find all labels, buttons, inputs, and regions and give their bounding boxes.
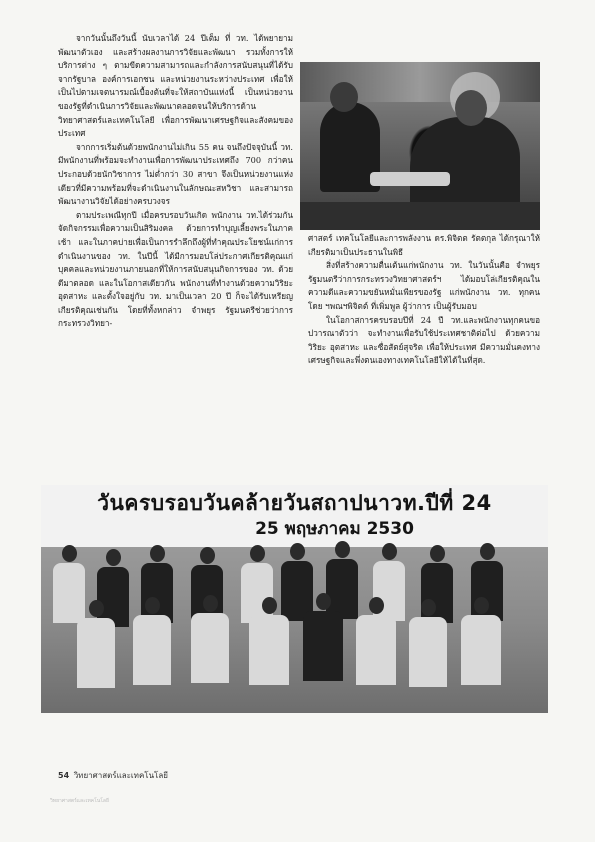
paragraph: จากวันนั้นถึงวันนี้ นับเวลาได้ 24 ปีเต็ม ที่ วท. ได้พยายามพัฒนาตัวเอง และสร้างผลงานการวิจัยและพัฒนา รวมทั้งการให้บริการต่าง ๆ ตามขีดความสามารถและกำลังการสนับสนุนที่ได้รับจากรัฐบาล องค์การเอกชน และหน่วยงานระหว่างประเทศ เพื่อให้เป็นไปตามเจตนารมณ์เบื้องต้นที่จะให้สถาบันแห่งนี้ เป็นหน่วยงานของรัฐที่ดำเนินการวิจัยและพัฒนาตลอดจนให้บริการด้านวิทยาศาสตร์และเทคโนโลยี เพื่อการพัฒนาเศรษฐกิจและสังคมของประเทศ [58,33,293,139]
paragraph: จากการเริ่มต้นด้วยพนักงานไม่เกิน 55 คน จนถึงปัจจุบันนี้ วท. มีพนักงานที่พร้อมจะทำงานเพื่อการพัฒนาประเทศถึง 700 กว่าคน ประกอบด้วยนักวิชาการ ไม่ต่ำกว่า 30 สาขา จึงเป็นหน่วยงานแห่งเดียวที่มีความพร้อมที่จะดำเนินงานในลักษณะสหวิชา และสามารถพัฒนางานวิจัยได้อย่างครบวงจร [58,141,293,207]
page-footer [50,769,168,804]
photo-caption: ศาสตร์ เทคโนโลยีและการพลังงาน ดร.พิจิตต รัตตกุล ได้กรุณาให้เกียรติมาเป็นประธานในพิธี [308,233,540,257]
paragraph: ตามประเพณีทุกปี เมื่อครบรอบวันเกิด พนักงาน วท.ได้ร่วมกันจัดกิจกรรมเพื่อความเป็นสิริมงคล ด้วยการทำบุญเลี้ยงพระในภาคเช้า และในภาคบ่ายเพื่อเป็นการรำลึกถึงผู้ที่ทำคุณประโยชน์แก่การดำเนินงานของ วท. ในปีนี้ ได้มีการมอบโล่ประกาศเกียรติคุณแก่บุคคลและหน่วยงานภายนอกที่ให้การสนับสนุนกิจการของ วท. ด้วยดีมาตลอด และในโอกาสเดียวกัน พนักงานที่ทำงานด้วยความวิริยะอุตสาหะ และตั้งใจอยู่กับ วท. มาเป็นเวลา 20 ปี ก็จะได้รับเหรียญเกียรติคุณเช่นกัน โดยที่ทั้งหกล่าว จำพยุร รัฐมนตรีช่วยว่าการกระทรวงวิทยา- [58,209,293,329]
person [133,597,171,685]
ceremony-photo [300,62,540,230]
paragraph: ในโอกาสการครบรอบปีที่ 24 ปี วท.และพนักงานทุกคนขอปวารณาตัวว่า จะทำงานเพื่อรับใช้ประเทศชาติต่อไป ด้วยความวิริยะ อุตสาหะ และซื่อสัตย์สุจริต เพื่อให้ประเทศ มีความมั่นคงทางเศรษฐกิจและพึ่งตนเองทางเทคโนโลยีให้ได้ในที่สุด. [308,314,540,366]
person [409,599,447,687]
person [249,597,289,685]
person [303,593,343,681]
person [77,600,115,688]
banner-title: วันครบรอบวันคล้ายวันสถาปนาวท.ปีที่ 24 [97,491,492,515]
group-photo [41,485,548,713]
person [191,595,229,683]
person [356,597,396,685]
anniversary-banner [41,485,548,547]
right-column [308,232,540,368]
faint-footer-text: วิทยาศาสตร์และเทคโนโลยี [50,798,109,804]
publication-name: วิทยาศาสตร์และเทคโนโลยี [73,771,168,780]
banner-date: 25 พฤษภาคม 2530 [255,519,414,539]
page-number: 54 [58,771,70,780]
paragraph: สิ่งที่สร้างความตื่นเต้นแก่พนักงาน วท. ในวันนั้นคือ จำพยุร รัฐมนตรีว่าการกระทรวงวิทยาศาสตร์ฯ ได้มอบโล่เกียรติคุณในความดีและความขยันหมั่นเพียรของรัฐ แก่พนักงาน วท. ทุกคน โดย ฯพณฯพิจิตต์ ที่เพิ่มพูล ผู้ว่าการ เป็นผู้รับมอบ [308,260,540,311]
person [461,597,501,685]
left-column [58,32,293,331]
